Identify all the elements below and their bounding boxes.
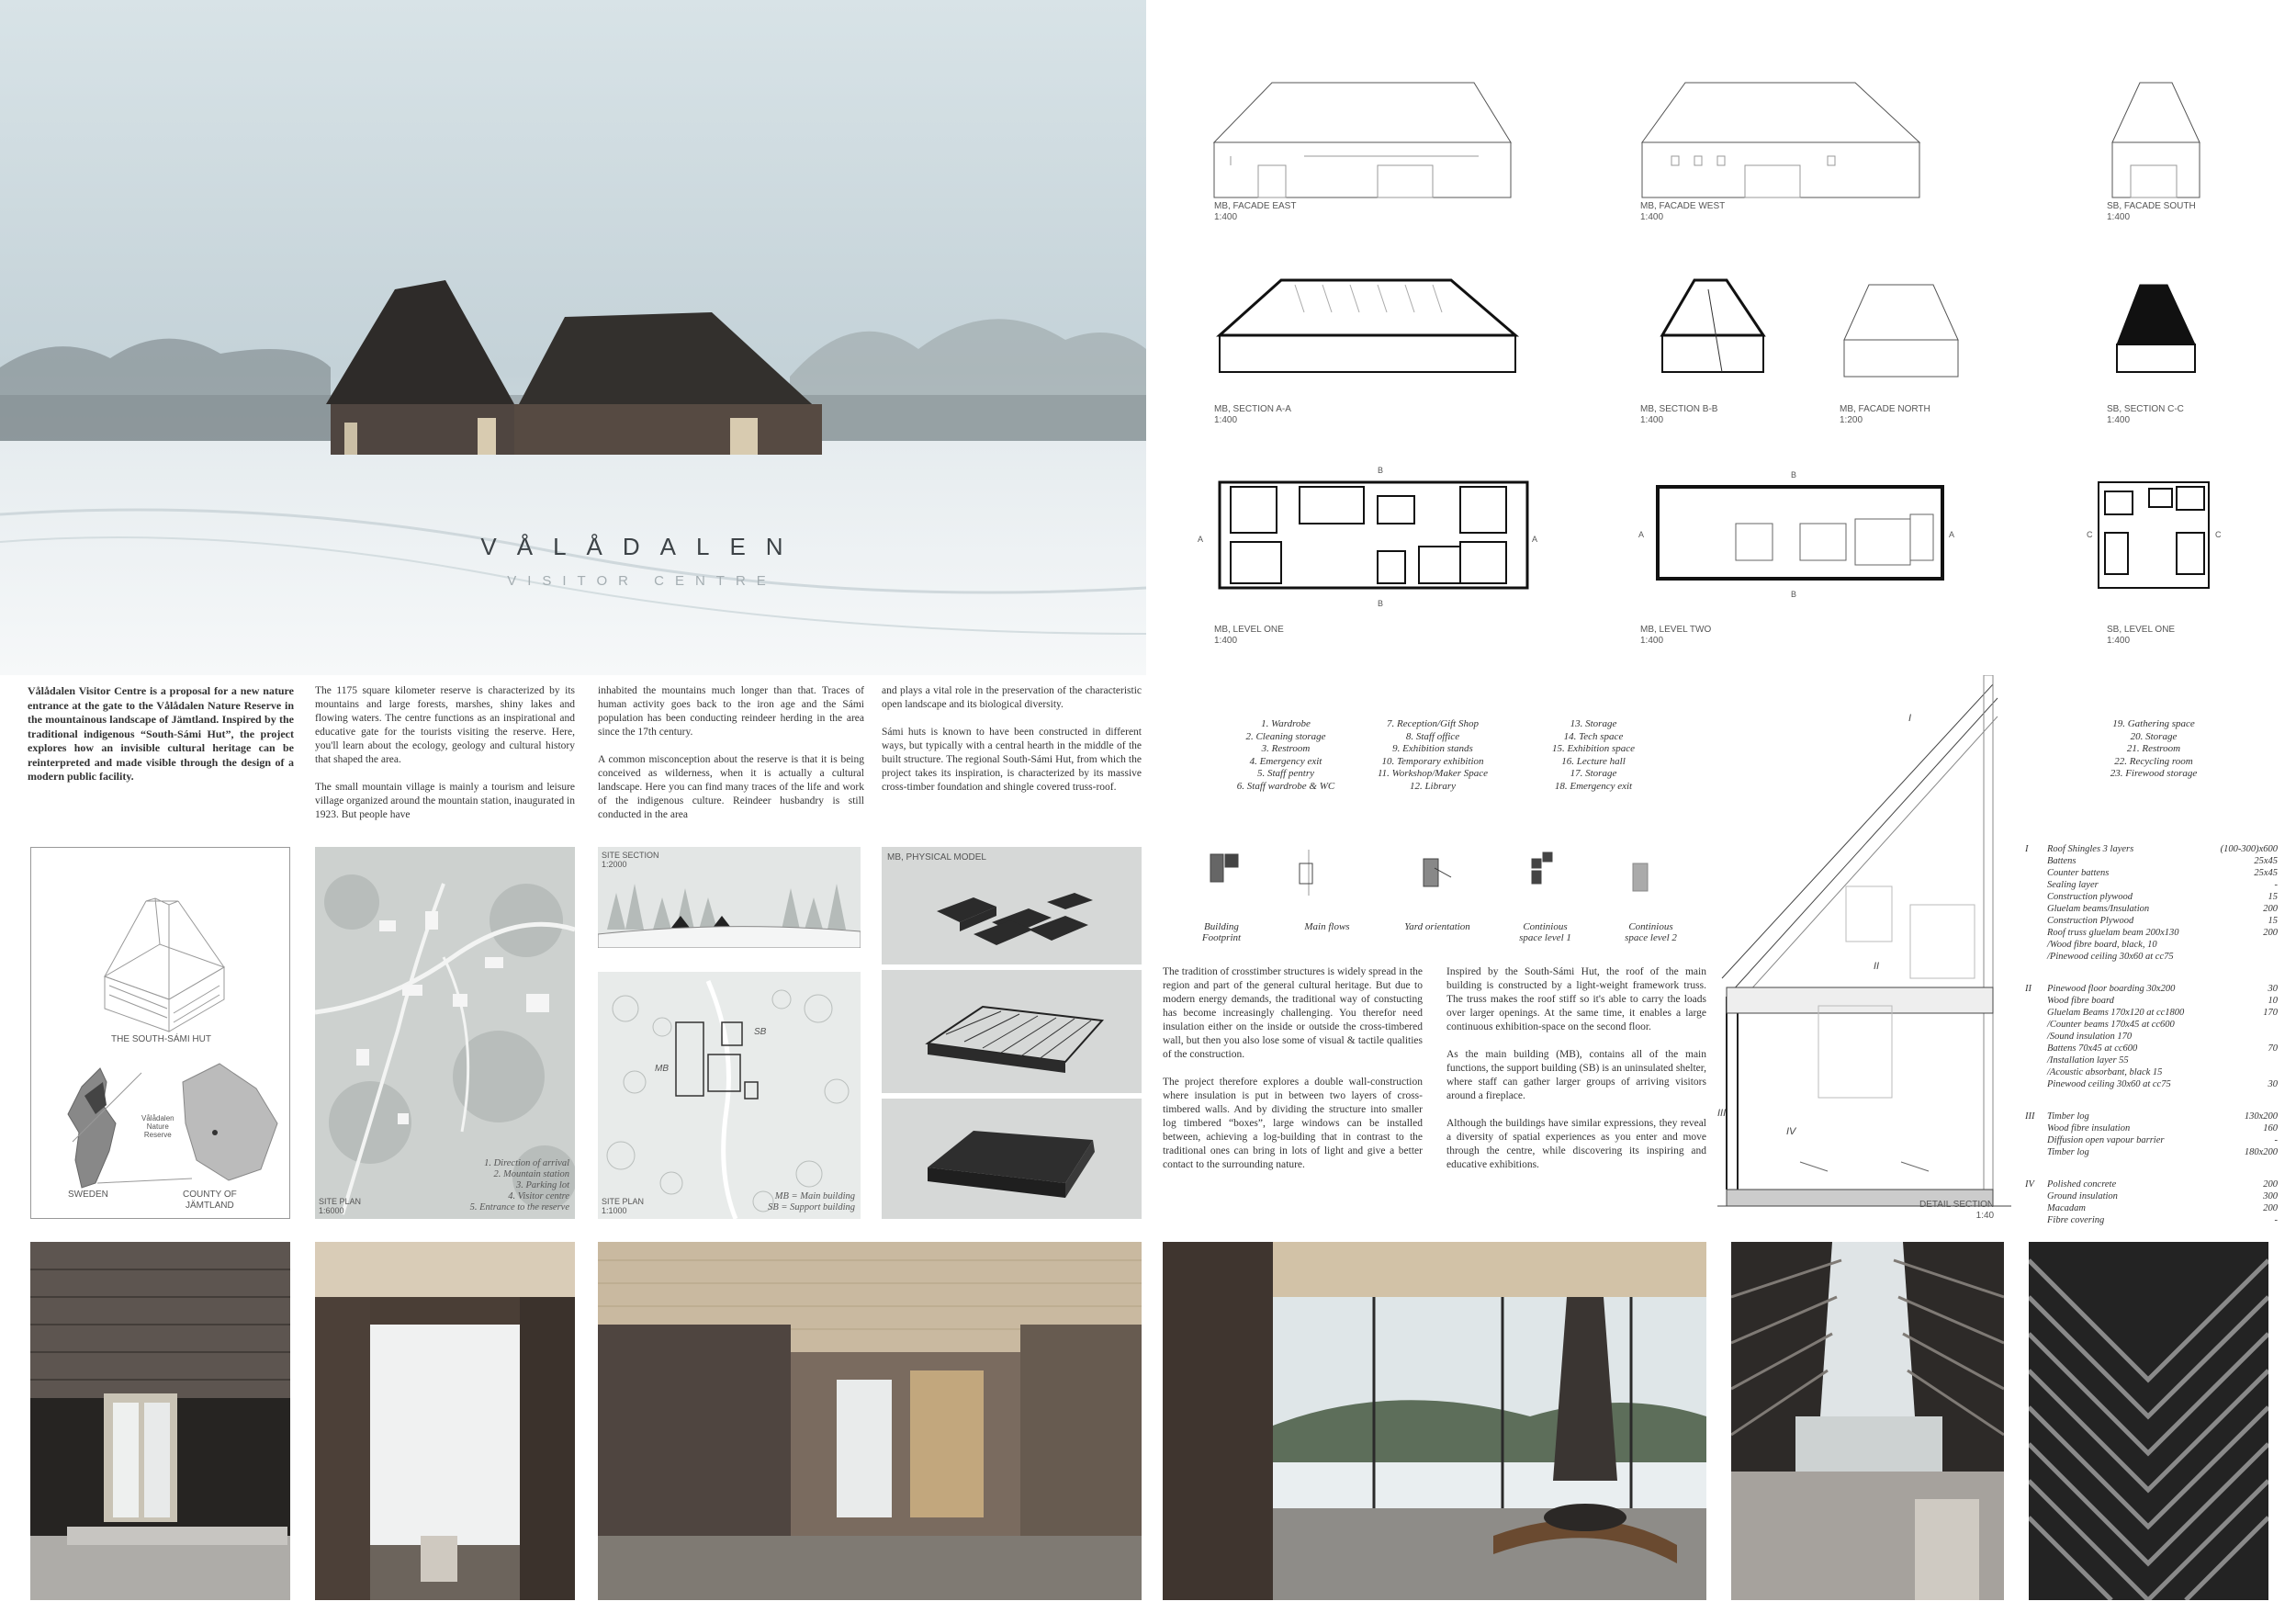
site-plan-panel [315,847,575,1219]
spec-layer: Polished concrete [2047,1179,2117,1190]
spec-group-number [2025,1146,2047,1158]
detail-mark-i: I [1908,713,1912,724]
spec-layer: Construction plywood [2047,892,2133,902]
spec-thickness: 25x45 [2254,856,2278,866]
spec-layer: Sealing layer [2047,880,2099,890]
spec-thickness [2204,939,2278,951]
diagram-space1-label: Continious space level 1 [1519,921,1571,943]
spec-layer: Macadam [2047,1203,2086,1213]
roof-detail-render [2029,1242,2268,1600]
spec-layer: Battens 70x45 at cc600 [2047,1043,2138,1054]
facade-south-label: SB, FACADE SOUTH 1:400 [2107,201,2196,222]
spec-layer: Roof truss gluelam beam 200x130 [2047,928,2179,938]
spec-list [2025,843,2278,1246]
spec-row [2025,1054,2278,1066]
county-label: COUNTY OF JÄMTLAND [183,1190,237,1211]
spec-thickness: 130x200 [2244,1111,2278,1122]
spec-group-number [2025,1019,2047,1031]
mb-sb-legend: MB = Main building SB = Support building [768,1191,855,1212]
legend-item: 6. Staff wardrobe & WC [1236,780,1335,792]
spec-thickness: 15 [2268,916,2278,926]
spec-thickness: 30 [2268,1079,2278,1089]
intro-column-4: and plays a vital role in the preservation of the characteristic open landscape and its biological diversity. Sámi huts is known to have been constructed in different ways, but typically with a central hearth in the middle of the built structure. The regional South-Sámi Hut, from which the project takes its inspiration, is characterized by its massive cross-timber foundation and shingle covered truss-roof. [882,685,1142,793]
legend-item: 1. Wardrobe [1261,718,1311,729]
spec-thickness: (100-300)x600 [2220,844,2278,854]
spec-group-number [2025,1122,2047,1134]
render-fireplace [1163,1242,1706,1600]
hut-map-panel [30,847,290,1219]
spec-layer: Gluelam Beams 170x120 at cc1800 [2047,1008,2185,1018]
spec-layer: Timber log [2047,1111,2089,1122]
site-section-panel [598,847,861,948]
model-roof [882,1099,1142,1219]
spec-layer: Ground insulation [2047,1191,2118,1201]
spec-thickness: 200 [2263,1179,2278,1190]
hall-render [598,1242,1142,1600]
hut-label: THE SOUTH-SÁMI HUT [111,1034,211,1044]
level-two-label: MB, LEVEL TWO 1:400 [1640,625,1712,646]
spec-thickness: 25x45 [2254,868,2278,878]
spec-row [2025,879,2278,891]
intro-column-3: inhabited the mountains much longer than that. Traces of human activity goes back to the iron age and the Sámi population has been conducting reindeer herding in the area since the 17th century. A common misconception about the reserve is that it is being conceived as wilderness, when it is actually a cultural landscape. Here you can find many traces of the life and work of the indigenous culture. Reindeer husbandry is still conducted in the area [598,685,864,820]
legend-item: 7. Reception/Gift Shop [1387,718,1479,729]
spec-thickness: 200 [2263,1203,2278,1213]
spec-group-number [2025,1214,2047,1226]
spec-layer: Wood fibre insulation [2047,1123,2131,1133]
hero-image [0,0,1146,675]
spec-row [2025,867,2278,879]
spec-group-number: III [2025,1111,2035,1122]
site-plan-detail-panel [598,972,861,1219]
legend-item: 3. Restroom [1261,743,1311,754]
spec-thickness [2204,1066,2278,1078]
fireplace-render [1163,1242,1706,1600]
spec-thickness: - [2274,1215,2278,1225]
spec-group-number: II [2025,984,2032,994]
spec-row [2025,995,2278,1007]
spec-row [2025,939,2278,951]
spec-row [2025,927,2278,939]
room-legend-col-2 [1364,718,1502,793]
spec-row [2025,951,2278,963]
legend-item: 21. Restroom [2126,743,2181,754]
spec-layer: /Installation layer 55 [2047,1055,2129,1066]
architectural-drawings [1194,55,2278,643]
spec-thickness: 160 [2263,1123,2278,1133]
facade-west-label: MB, FACADE WEST 1:400 [1640,201,1726,222]
intro-column-2: The 1175 square kilometer reserve is characterized by its mountains and large forests, marshes, shiny lakes and flowing waters. The centre functions as an inspirational and educative gate for the tourists visiting the reserve. Here, you'll learn about the ecology, geology and cultural history that shaped the area. The small mountain village is mainly a tourism and leisure village organized around the mountain station, inaugurated in 1923. But people have [315,685,575,820]
legend-item: 16. Lecture hall [1561,755,1626,767]
site-plan-detail-drawing [598,972,861,1219]
spec-row [2025,1031,2278,1043]
spec-group-number: I [2025,844,2029,854]
spec-row [2025,1190,2278,1202]
spec-group-number [2025,915,2047,927]
spec-row [2025,983,2278,995]
spec-row [2025,1066,2278,1078]
spec-row [2025,903,2278,915]
spec-group-number [2025,867,2047,879]
site-plan-legend: 1. Direction of arrival 2. Mountain station 3. Parking lot 4. Visitor centre 5. Entrance to the reserve [469,1158,569,1212]
room-legend-col-1 [1226,718,1345,793]
legend-item: 2. Cleaning storage [1245,730,1326,742]
legend-item: 11. Workshop/Maker Space [1377,768,1489,779]
spec-layer: Fibre covering [2047,1215,2105,1225]
render-entrance [30,1242,290,1600]
concept-column-2: Inspired by the South-Sámi Hut, the roof of the main building is constructed by a light-weight framework truss. The truss makes the roof stiff so it's able to carry the loads over larger openings. At the same time, it enables a large continuous exhibition-space on the second floor. As the main building (MB), contains all of the main functions, the support building (SB) is an uninsulated shelter, where staff can gather larger groups of arriving visitors around a fireplace. Although the buildings have similar expressions, they reveal a diversity of spatial experiences as you enter and move through the centre, while discovering its inspiring and educative exhibitions. [1446,966,1706,1170]
spec-group-number [2025,1134,2047,1146]
site-section-label: SITE SECTION 1:2000 [602,851,659,869]
legend-item: 20. Storage [2130,730,2178,742]
spec-group-number [2025,1007,2047,1019]
spec-layer: Timber log [2047,1147,2089,1157]
spec-thickness [2204,1054,2278,1066]
spec-thickness: 30 [2268,984,2278,994]
facade-north-label: MB, FACADE NORTH 1:200 [1840,404,1930,425]
hero-title: VÅLÅDALEN [480,533,804,560]
spec-row [2025,1078,2278,1090]
section-cc-label: SB, SECTION C-C 1:400 [2107,404,2184,425]
detail-mark-iii: III [1717,1108,1727,1119]
render-truss-exhibition [1731,1242,2004,1600]
spec-layer: Battens [2047,856,2077,866]
spec-layer: /Pinewood ceiling 30x60 at cc75 [2047,952,2174,962]
spec-group-number [2025,1078,2047,1090]
sweden-map [68,1068,116,1188]
spec-layer: /Sound insulation 170 [2047,1032,2133,1042]
physical-model-panel-3 [882,1099,1142,1219]
level-one-label: MB, LEVEL ONE 1:400 [1214,625,1284,646]
spec-row [2025,843,2278,855]
site-plan-label: SITE PLAN 1:6000 [319,1197,362,1215]
detail-mark-ii: II [1874,961,1880,972]
svg-text:A: A [1532,535,1538,544]
spec-row [2025,915,2278,927]
spec-row [2025,1111,2278,1122]
physical-model-label: MB, PHYSICAL MODEL [887,852,986,863]
spec-layer: /Acoustic absorbant, black 15 [2047,1067,2163,1077]
entrance-render [30,1242,290,1600]
hero-subtitle: VISITOR CENTRE [507,573,777,589]
concept-column-1: The tradition of crosstimber structures is widely spread in the region and part of the general cultural heritage. But due to modern energy demands, the traditional way of constucting has become increasingly challenging. You therefor need insulation either on the inside or outside the cross-timbered wall, but then you also lose some of visual & tactile qualities of the construction. The project therefore explores a double wall-construction where insulation is put in between two layers of cross-timbered walls. And by dividing the structure into smaller log timbered “boxes”, large windows can be installed between, achieving a log-building that in contrast to the traditional ones can bring in lots of light and give a better contact to the surrounding nature. [1163,966,1423,1170]
spec-thickness: 10 [2268,996,2278,1006]
spec-thickness: - [2274,880,2278,890]
physical-model-panel-1 [882,847,1142,964]
render-roof-detail [2029,1242,2268,1600]
spec-group-number [2025,855,2047,867]
model-truss [882,970,1142,1093]
spec-thickness [2204,951,2278,963]
sb-label: SB [754,1027,767,1037]
spec-thickness [2204,1019,2278,1031]
legend-item: 4. Emergency exit [1249,755,1322,767]
spec-row [2025,855,2278,867]
svg-text:A: A [1638,530,1645,539]
spec-group-number [2025,995,2047,1007]
legend-item: 10. Temporary exhibition [1381,755,1484,767]
spec-layer: Construction Plywood [2047,916,2134,926]
spec-row [2025,1214,2278,1226]
room-legend-col-3 [1534,718,1653,793]
spec-row [2025,1007,2278,1019]
spec-thickness: 15 [2268,892,2278,902]
render-window-corridor [315,1242,575,1600]
diagram-yard-label: Yard orientation [1404,921,1470,932]
spec-layer: Gluelam beams/Insulation [2047,904,2150,914]
spec-group-number: IV [2025,1179,2034,1190]
legend-item: 19. Gathering space [2112,718,2195,729]
truss-render [1731,1242,2004,1600]
room-legend-col-4 [2099,718,2209,781]
spec-group-number [2025,951,2047,963]
diagram-footprint-label: Building Footprint [1201,921,1242,943]
spec-layer: Counter battens [2047,868,2110,878]
spec-layer: Roof Shingles 3 layers [2047,844,2134,854]
svg-text:B: B [1378,599,1384,608]
render-interior-hall [598,1242,1142,1600]
svg-text:C: C [2087,530,2093,539]
spec-group-number [2025,1190,2047,1202]
spec-row [2025,1019,2278,1031]
spec-thickness [2204,1031,2278,1043]
spec-layer: /Counter beams 170x45 at cc600 [2047,1020,2175,1030]
spec-layer: Diffusion open vapour barrier [2047,1135,2165,1145]
legend-item: 23. Firewood storage [2110,768,2198,779]
jamtland-map [183,1064,277,1180]
spec-thickness: 170 [2263,1008,2278,1018]
reserve-label: Vålådalen Nature Reserve [141,1114,174,1139]
legend-item: 9. Exhibition stands [1392,743,1473,754]
spec-group [2025,983,2278,1090]
spec-thickness: 300 [2263,1191,2278,1201]
sb-level-one-label: SB, LEVEL ONE 1:400 [2107,625,2176,646]
svg-text:B: B [1791,590,1797,599]
legend-item: 18. Emergency exit [1554,780,1633,792]
spec-group-number [2025,927,2047,939]
detail-mark-iv: IV [1786,1126,1796,1137]
spec-thickness: 200 [2263,904,2278,914]
spec-group-number [2025,1066,2047,1078]
spec-thickness: 180x200 [2244,1147,2278,1157]
spec-group-number [2025,1202,2047,1214]
spec-group-number [2025,891,2047,903]
spec-row [2025,1202,2278,1214]
spec-row [2025,1122,2278,1134]
facade-east-label: MB, FACADE EAST 1:400 [1214,201,1297,222]
svg-text:A: A [1198,535,1204,544]
spec-group [2025,1111,2278,1158]
legend-item: 15. Exhibition space [1551,743,1636,754]
site-plan-detail-label: SITE PLAN 1:1000 [602,1197,645,1215]
spec-thickness: 200 [2263,928,2278,938]
spec-layer: Wood fibre board [2047,996,2114,1006]
spec-group-number [2025,1031,2047,1043]
spec-layer: /Wood fibre board, black, 10 [2047,940,2157,950]
sweden-label: SWEDEN [68,1190,108,1200]
diagram-flows-label: Main flows [1304,921,1350,932]
section-bb-label: MB, SECTION B-B 1:400 [1640,404,1718,425]
spec-group [2025,843,2278,963]
spec-thickness: 70 [2268,1043,2278,1054]
spec-group-number [2025,879,2047,891]
legend-item: 5. Staff pentry [1256,768,1315,779]
spec-row [2025,1146,2278,1158]
model-blocks [882,847,1142,964]
sami-hut-drawing [31,848,290,1219]
detail-section-drawing [1717,675,2011,1226]
spec-layer: Pinewood floor boarding 30x200 [2047,984,2176,994]
spec-group-number [2025,1043,2047,1054]
intro-bold-text: Vålådalen Visitor Centre is a proposal for a new nature entrance at the gate to the Vålådalen Nature Reserve in the mountainous landscape of Jämtland. Inspired by the traditional indigenous “South-Sámi Hut”, the project explores how an invisible cultural heritage can be reinterpreted and made visible through the design of a modern public facility. [28,684,294,783]
physical-model-panel-2 [882,970,1142,1093]
legend-item: 14. Tech space [1563,730,1624,742]
legend-item: 13. Storage [1570,718,1617,729]
spec-row [2025,891,2278,903]
legend-item: 22. Recycling room [2114,755,2193,767]
legend-item: 12. Library [1409,780,1457,792]
mb-label: MB [655,1064,669,1074]
section-aa-label: MB, SECTION A-A 1:400 [1214,404,1291,425]
svg-text:B: B [1378,466,1384,475]
legend-item: 17. Storage [1570,768,1617,779]
concept-diagrams [1194,845,1690,914]
spec-group-number [2025,903,2047,915]
detail-section-label: DETAIL SECTION 1:40 [1919,1200,1995,1221]
svg-text:C: C [2215,530,2222,539]
corridor-render [315,1242,575,1600]
spec-layer: Pinewood ceiling 30x60 at cc75 [2047,1079,2171,1089]
spec-group-number [2025,939,2047,951]
spec-group-number [2025,1054,2047,1066]
svg-text:B: B [1791,470,1797,479]
spec-row [2025,1043,2278,1054]
spec-row [2025,1134,2278,1146]
legend-item: 8. Staff office [1405,730,1460,742]
spec-group [2025,1179,2278,1226]
spec-row [2025,1179,2278,1190]
diagram-space2-label: Continious space level 2 [1625,921,1677,943]
spec-thickness: - [2274,1135,2278,1145]
svg-text:A: A [1949,530,1955,539]
